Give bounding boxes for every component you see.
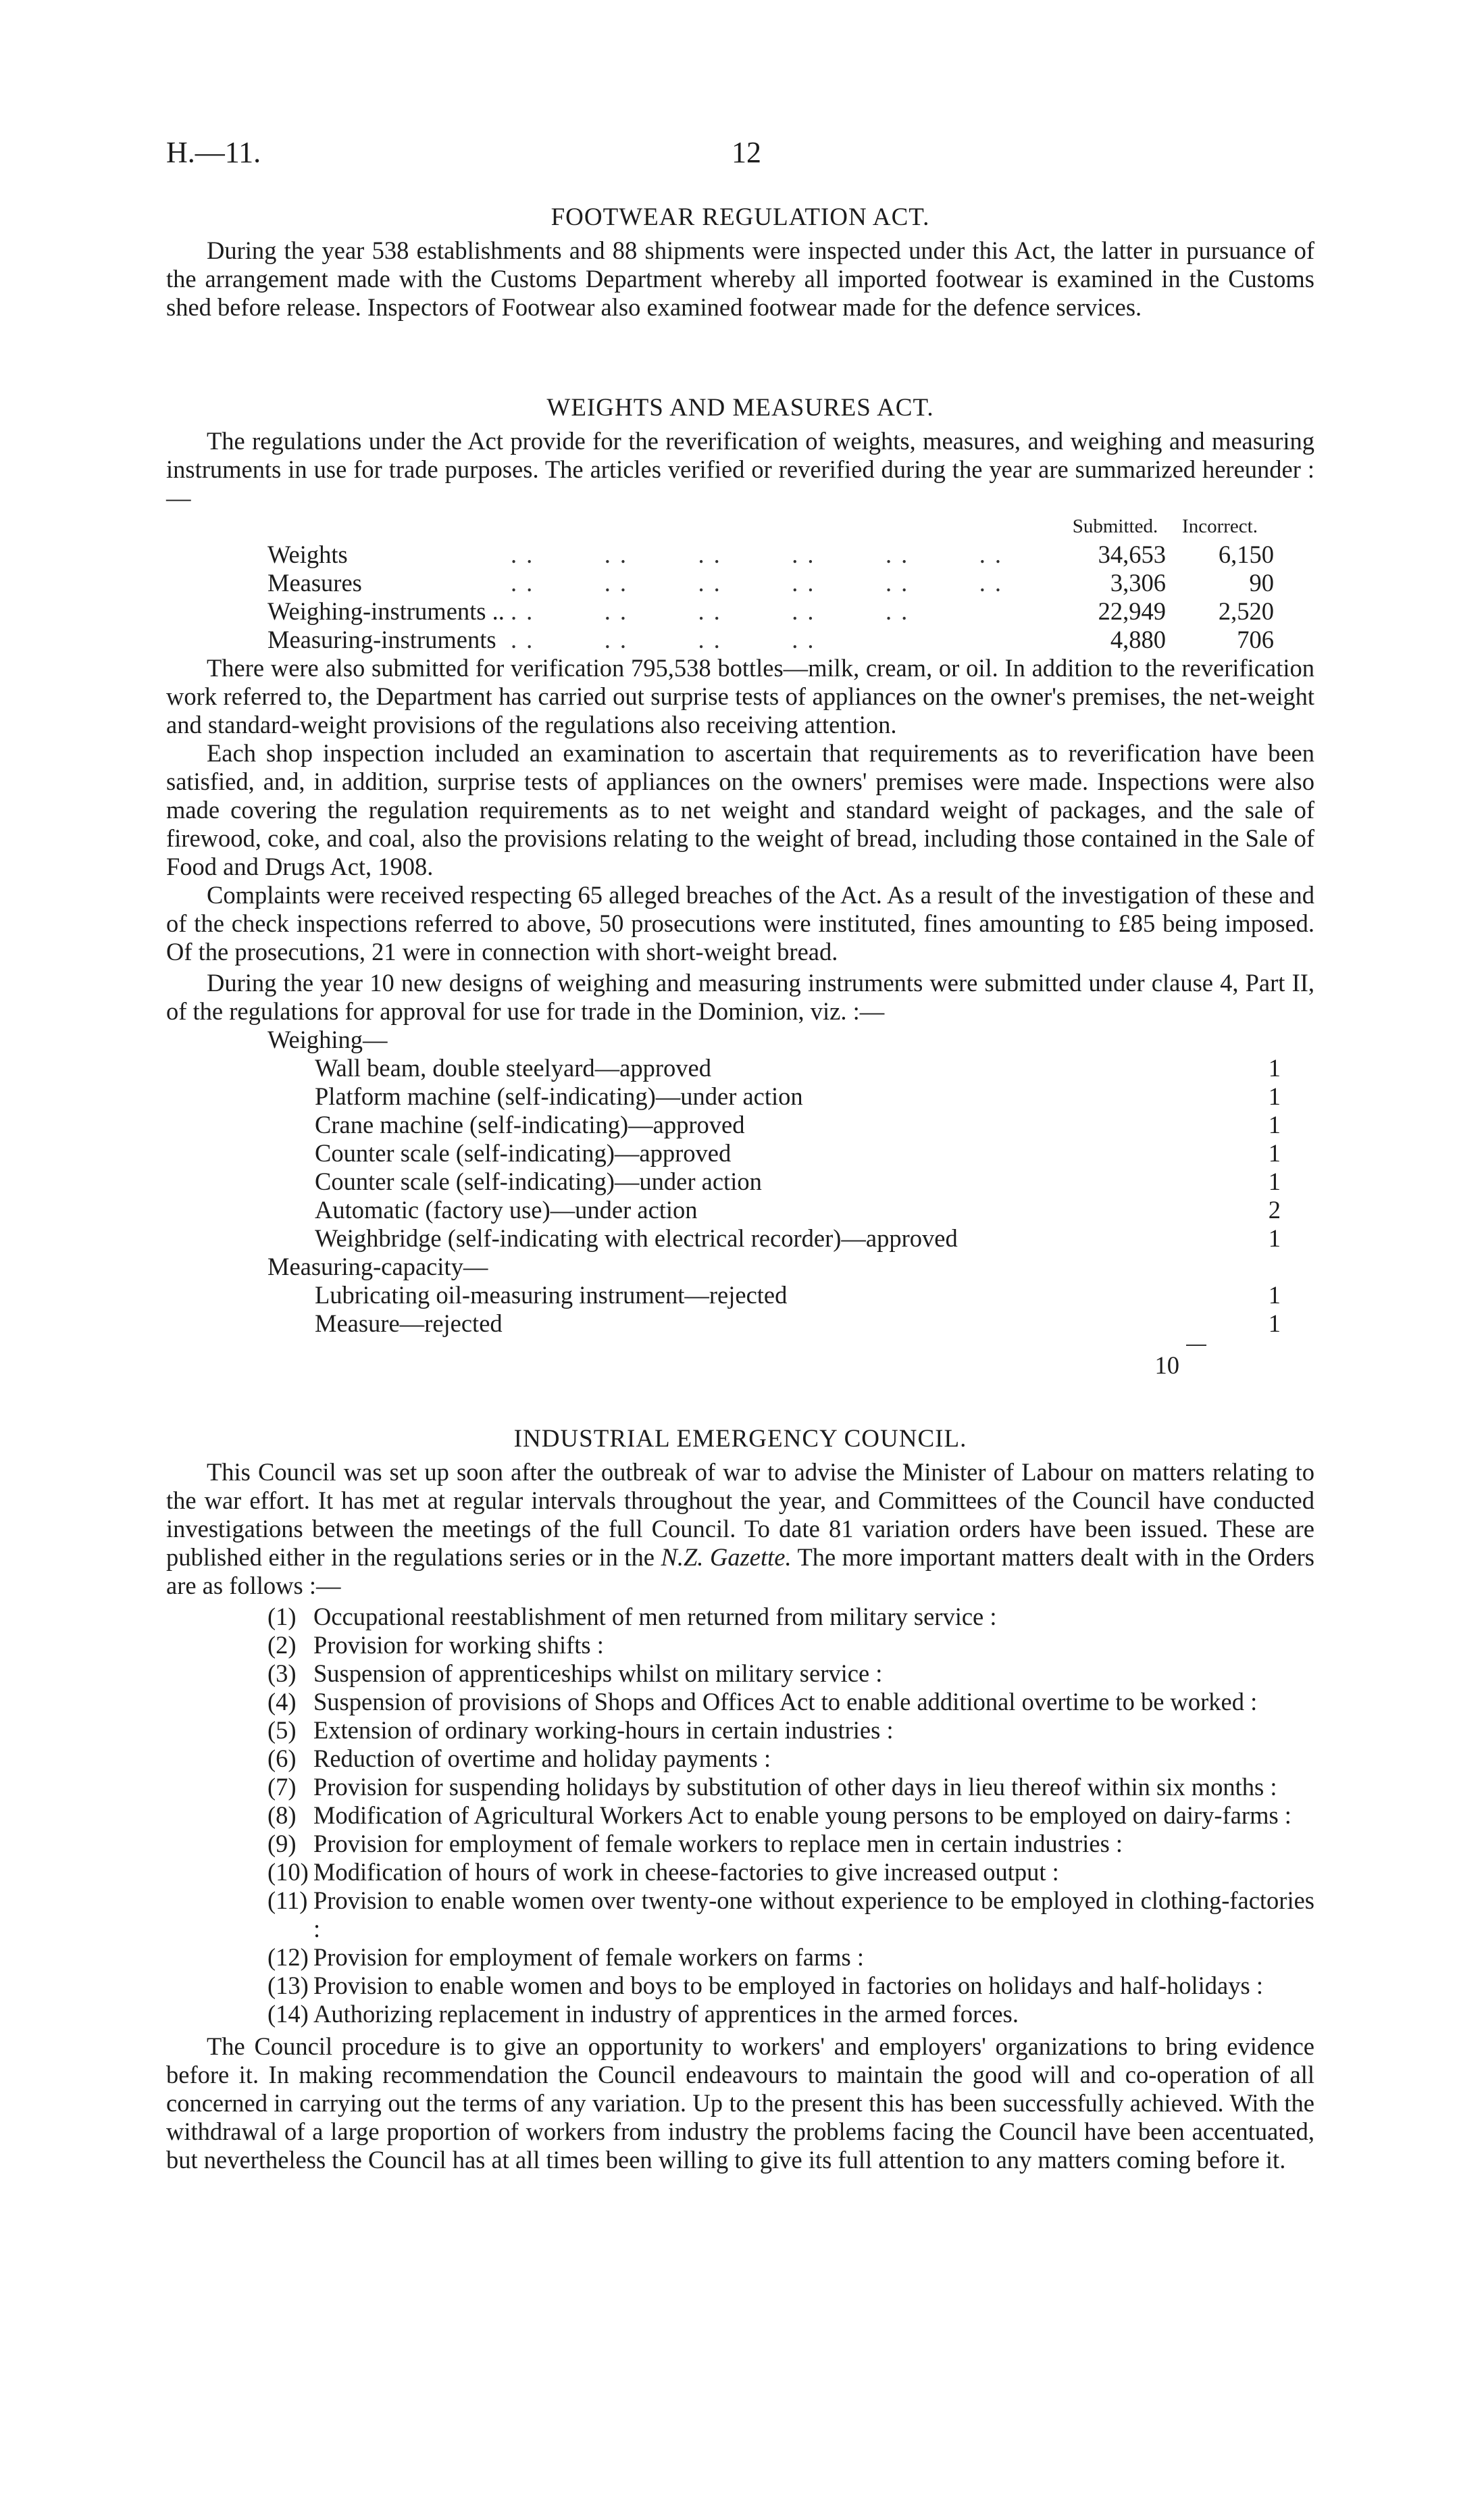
footwear-paragraph: During the year 538 establishments and 88 shipments were inspected under this Act, the latter in pursuance of the arrangement made with the Customs Department whereby all imported footwear is examined in the Customs shed before release. Inspectors of Footwear also examined footwear made for the defence services. bbox=[166, 236, 1314, 321]
council-section bbox=[166, 1424, 1314, 2174]
item-number: (1) bbox=[267, 1603, 297, 1630]
item-number: (11) bbox=[267, 1886, 308, 1914]
row-label: Weights bbox=[267, 541, 348, 568]
list-item bbox=[315, 1082, 1281, 1111]
design-label: Automatic (factory use)—under action bbox=[315, 1196, 698, 1224]
item-text: Provision for suspending holidays by substitution of other days in lieu thereof within six months : bbox=[313, 1773, 1277, 1801]
item-number: (5) bbox=[267, 1716, 297, 1744]
item-number: (9) bbox=[267, 1830, 297, 1857]
row-submitted: 22,949 bbox=[1098, 597, 1166, 625]
council-intro-text: This Council was set up soon after the outbreak of war to advise the Minister of Labour on matters relating to the war effort. It has met at regular intervals throughout the year, and Committees of the Council have conducted investigations between the meetings of the full Council. To date 81 variation orders have been issued. These are published either in the regulations series or in the bbox=[166, 1458, 1314, 1571]
list-item bbox=[267, 1830, 1314, 1858]
item-number: (13) bbox=[267, 1972, 309, 1999]
item-number: (6) bbox=[267, 1745, 297, 1772]
row-incorrect: 2,520 bbox=[1218, 597, 1274, 625]
footwear-heading: FOOTWEAR REGULATION ACT. bbox=[551, 203, 930, 231]
list-item bbox=[267, 1773, 1314, 1801]
design-label: Weighbridge (self-indicating with electrical recorder)—approved bbox=[315, 1224, 958, 1252]
weights-heading: WEIGHTS AND MEASURES ACT. bbox=[546, 394, 934, 422]
design-label: Lubricating oil-measuring instrument—rejected bbox=[315, 1281, 788, 1309]
item-number: (2) bbox=[267, 1631, 297, 1659]
item-text: Modification of hours of work in cheese-factories to give increased output : bbox=[313, 1858, 1059, 1886]
row-label: Measures bbox=[267, 569, 362, 597]
list-item bbox=[267, 1943, 1314, 1972]
design-count: 2 bbox=[1268, 1196, 1281, 1224]
list-item bbox=[267, 1631, 1314, 1659]
designs-list bbox=[267, 1026, 1314, 1338]
list-item bbox=[267, 1688, 1314, 1716]
design-label: Crane machine (self-indicating)—approved bbox=[315, 1111, 745, 1138]
design-count: 1 bbox=[1268, 1054, 1281, 1082]
design-count: 1 bbox=[1268, 1111, 1281, 1138]
council-intro bbox=[166, 1458, 1314, 1600]
design-count: 1 bbox=[1268, 1281, 1281, 1309]
row-incorrect: 6,150 bbox=[1218, 541, 1274, 568]
item-text: Provision to enable women and boys to be employed in factories on holidays and half-holidays : bbox=[313, 1972, 1263, 1999]
row-incorrect: 90 bbox=[1249, 569, 1274, 597]
col-incorrect: Incorrect. bbox=[1182, 516, 1258, 537]
weights-table bbox=[267, 512, 1274, 654]
row-submitted: 34,653 bbox=[1098, 541, 1166, 568]
list-item bbox=[315, 1196, 1281, 1224]
list-item bbox=[315, 1281, 1281, 1309]
list-item bbox=[267, 1801, 1314, 1830]
footwear-section bbox=[166, 203, 1314, 322]
weights-intro: The regulations under the Act provide for the reverification of weights, measures, and weighing and measuring instruments in use for trade purposes. The articles verified or reverified during the year are summarized hereunder :— bbox=[166, 427, 1314, 511]
design-label: Measure—rejected bbox=[315, 1309, 503, 1337]
list-item bbox=[267, 1858, 1314, 1886]
leader-dots: .. .. .. .. bbox=[511, 626, 823, 653]
list-item bbox=[267, 1745, 1314, 1773]
col-submitted: Submitted. bbox=[1072, 516, 1158, 537]
list-item bbox=[315, 1054, 1281, 1082]
row-label: Weighing-instruments .. bbox=[267, 597, 505, 625]
weights-table-header bbox=[267, 512, 1274, 541]
total-rule bbox=[1186, 1345, 1206, 1346]
design-count: 1 bbox=[1268, 1168, 1281, 1195]
item-number: (7) bbox=[267, 1773, 297, 1801]
designs-total: 10 bbox=[1154, 1351, 1179, 1379]
weights-paragraph-inspection: Each shop inspection included an examination to ascertain that requirements as to reverification have been satisfied, and, in addition, surprise tests of appliances on the owners' premises were made. Inspections were also made covering the regulation requirements as to net weight and standard weight of packages, and the sale of firewood, coke, and coal, also the provisions relating to the weight of bread, including those contained in the Sale of Food and Drugs Act, 1908. bbox=[166, 739, 1314, 880]
table-row bbox=[267, 569, 1274, 597]
list-item bbox=[267, 1886, 1314, 1943]
page-number: 12 bbox=[732, 136, 761, 169]
item-text: Suspension of apprenticeships whilst on military service : bbox=[313, 1659, 883, 1687]
design-label: Platform machine (self-indicating)—under action bbox=[315, 1082, 803, 1110]
design-label: Counter scale (self-indicating)—approved bbox=[315, 1139, 732, 1167]
list-item bbox=[267, 1603, 1314, 1631]
council-heading: INDUSTRIAL EMERGENCY COUNCIL. bbox=[513, 1425, 967, 1453]
item-text: Suspension of provisions of Shops and Offices Act to enable additional overtime to be worked : bbox=[313, 1688, 1258, 1715]
item-text: Provision to enable women over twenty-one without experience to be employed in clothing-factories : bbox=[313, 1886, 1314, 1943]
council-procedure-paragraph: The Council procedure is to give an opportunity to workers' and employers' organizations to bring evidence before it. In making recommendation the Council endeavours to maintain the good will and co-operation of all concerned in carrying out the terms of any variation. Up to the present this has been successfully achieved. With the withdrawal of a large proportion of workers from industry the problems facing the Council have been accentuated, but nevertheless the Council has at all times been willing to give its full attention to any matters coming before it. bbox=[166, 2032, 1314, 2174]
list-item bbox=[315, 1139, 1281, 1168]
gazette-title: N.Z. Gazette. bbox=[661, 1543, 792, 1571]
item-text: Authorizing replacement in industry of apprentices in the armed forces. bbox=[313, 2000, 1019, 2028]
list-item bbox=[267, 1659, 1314, 1688]
list-item bbox=[267, 1716, 1314, 1745]
document-reference: H.—11. bbox=[166, 136, 261, 169]
item-text: Occupational reestablishment of men returned from military service : bbox=[313, 1603, 997, 1630]
design-label: Wall beam, double steelyard—approved bbox=[315, 1054, 711, 1082]
list-item bbox=[267, 2000, 1314, 2028]
item-number: (10) bbox=[267, 1858, 309, 1886]
council-matters-list bbox=[166, 1603, 1314, 2028]
item-text: Modification of Agricultural Workers Act to enable young persons to be employed on dairy-farms : bbox=[313, 1801, 1291, 1829]
design-count: 1 bbox=[1268, 1224, 1281, 1252]
designs-group-measuring: Measuring-capacity— bbox=[267, 1253, 488, 1280]
leader-dots: .. .. .. .. .. .. bbox=[511, 541, 1010, 568]
list-item bbox=[315, 1224, 1281, 1253]
table-row bbox=[267, 626, 1274, 654]
leader-dots: .. .. .. .. .. bbox=[511, 597, 917, 625]
item-number: (14) bbox=[267, 2000, 309, 2028]
leader-dots: .. .. .. .. .. .. bbox=[511, 569, 1010, 597]
weights-paragraph-bottles: There were also submitted for verification 795,538 bottles—milk, cream, or oil. In addition to the reverification work referred to, the Department has carried out surprise tests of appliances on the owner's premises, the net-weight and standard-weight provisions of the regulations also receiving attention. bbox=[166, 654, 1314, 738]
list-item bbox=[267, 1972, 1314, 2000]
item-number: (8) bbox=[267, 1801, 297, 1829]
row-label: Measuring-instruments bbox=[267, 626, 496, 653]
row-incorrect: 706 bbox=[1237, 626, 1274, 653]
item-number: (12) bbox=[267, 1943, 309, 1971]
table-row bbox=[267, 597, 1274, 626]
item-text: Provision for working shifts : bbox=[313, 1631, 604, 1659]
item-text: Extension of ordinary working-hours in certain industries : bbox=[313, 1716, 894, 1744]
row-submitted: 3,306 bbox=[1110, 569, 1166, 597]
design-count: 1 bbox=[1268, 1139, 1281, 1167]
item-text: Reduction of overtime and holiday payments : bbox=[313, 1745, 771, 1772]
design-count: 1 bbox=[1268, 1309, 1281, 1337]
page-header bbox=[166, 136, 1314, 172]
council-intro-text-end: The more important matters dealt with in the Orders are as follows :— bbox=[166, 1543, 1315, 1599]
design-count: 1 bbox=[1268, 1082, 1281, 1110]
weights-paragraph-complaints: Complaints were received respecting 65 alleged breaches of the Act. As a result of the investigation of these and of the check inspections referred to above, 50 prosecutions were instituted, fines amounting to £85 being imposed. Of the prosecutions, 21 were in connection with short-weight bread. bbox=[166, 881, 1314, 966]
table-row bbox=[267, 541, 1274, 569]
list-item bbox=[315, 1168, 1281, 1196]
item-number: (3) bbox=[267, 1659, 297, 1687]
item-text: Provision for employment of female workers on farms : bbox=[313, 1943, 864, 1971]
designs-group-weighing: Weighing— bbox=[267, 1026, 388, 1053]
weights-section bbox=[166, 393, 1314, 1380]
list-item bbox=[315, 1309, 1281, 1338]
item-number: (4) bbox=[267, 1688, 297, 1715]
item-text: Provision for employment of female workers to replace men in certain industries : bbox=[313, 1830, 1123, 1857]
row-submitted: 4,880 bbox=[1110, 626, 1166, 653]
weights-paragraph-designs: During the year 10 new designs of weighing and measuring instruments were submitted under clause 4, Part II, of the regulations for approval for use for trade in the Dominion, viz. :— bbox=[166, 969, 1314, 1025]
design-label: Counter scale (self-indicating)—under action bbox=[315, 1168, 762, 1195]
list-item bbox=[315, 1111, 1281, 1139]
